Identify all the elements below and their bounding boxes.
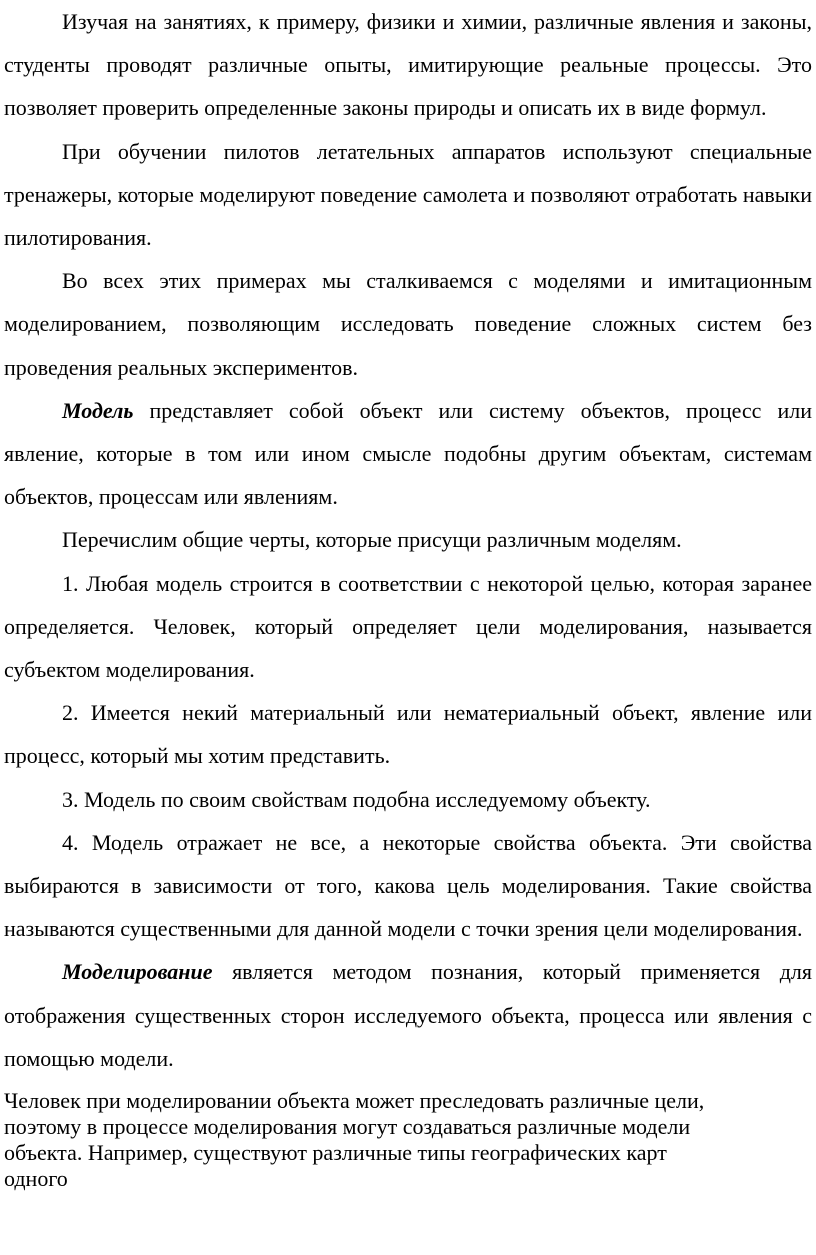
model-definition-text: представляет собой объект или систему объектов, процесс или явление, которые в том или ином смысле подобны другим объектам, системам объектов, процессам или явлениям. [4,397,812,510]
paragraph-modeling-definition [0,950,816,1080]
tail-line: поэтому в процессе моделирования могут создаваться различные модели [4,1114,691,1140]
list-item-2: 2. Имеется некий материальный или нематериальный объект, явление или процесс, который мы хотим представить. [4,700,812,769]
modeling-definition-text: является методом познания, который применяется для отображения существенных сторон исследуемого объекта, процесса или явления с помощью модели. [4,959,812,1071]
list-item-1: 1. Любая модель строится в соответствии с некоторой целью, которая заранее определяется. Человек, который определяет цели моделирования, называется субъектом моделирования. [4,570,812,683]
term-modeling: Моделирование [62,959,213,985]
paragraph-pilot-simulators: При обучении пилотов летательных аппаратов используют специальные тренажеры, которые моделируют поведение самолета и позволяют отработать навыки пилотирования. [4,138,812,251]
tail-line: одного [4,1166,68,1192]
tail-paragraph [0,1088,816,1192]
list-item-3: 3. Модель по своим свойствам подобна исследуемому объекту. [62,786,651,812]
tail-line: объекта. Например, существуют различные типы географических карт [4,1140,667,1166]
paragraph-experiments: Изучая на занятиях, к примеру, физики и химии, различные явления и законы, студенты проводят различные опыты, имитирующие реальные процессы. Это позволяет проверить определенные законы природы и описать их в виде формул. [4,9,812,121]
term-model: Модель [62,397,134,423]
list-item-4: 4. Модель отражает не все, а некоторые свойства объекта. Эти свойства выбираются в зависимости от того, какова цель моделирования. Такие свойства называются существенными для данной модели с точки зрения цели моделирования. [4,829,812,942]
tail-line: Человек при моделировании объекта может преследовать различные цели, [4,1088,705,1114]
paragraph-common-traits-intro: Перечислим общие черты, которые присущи различным моделям. [62,527,682,553]
paragraph-model-definition [0,389,816,519]
paragraph-models-summary: Во всех этих примерах мы сталкиваемся с моделями и имитационным моделированием, позволяющим исследовать поведение сложных систем без проведения реальных экспериментов. [4,268,812,380]
